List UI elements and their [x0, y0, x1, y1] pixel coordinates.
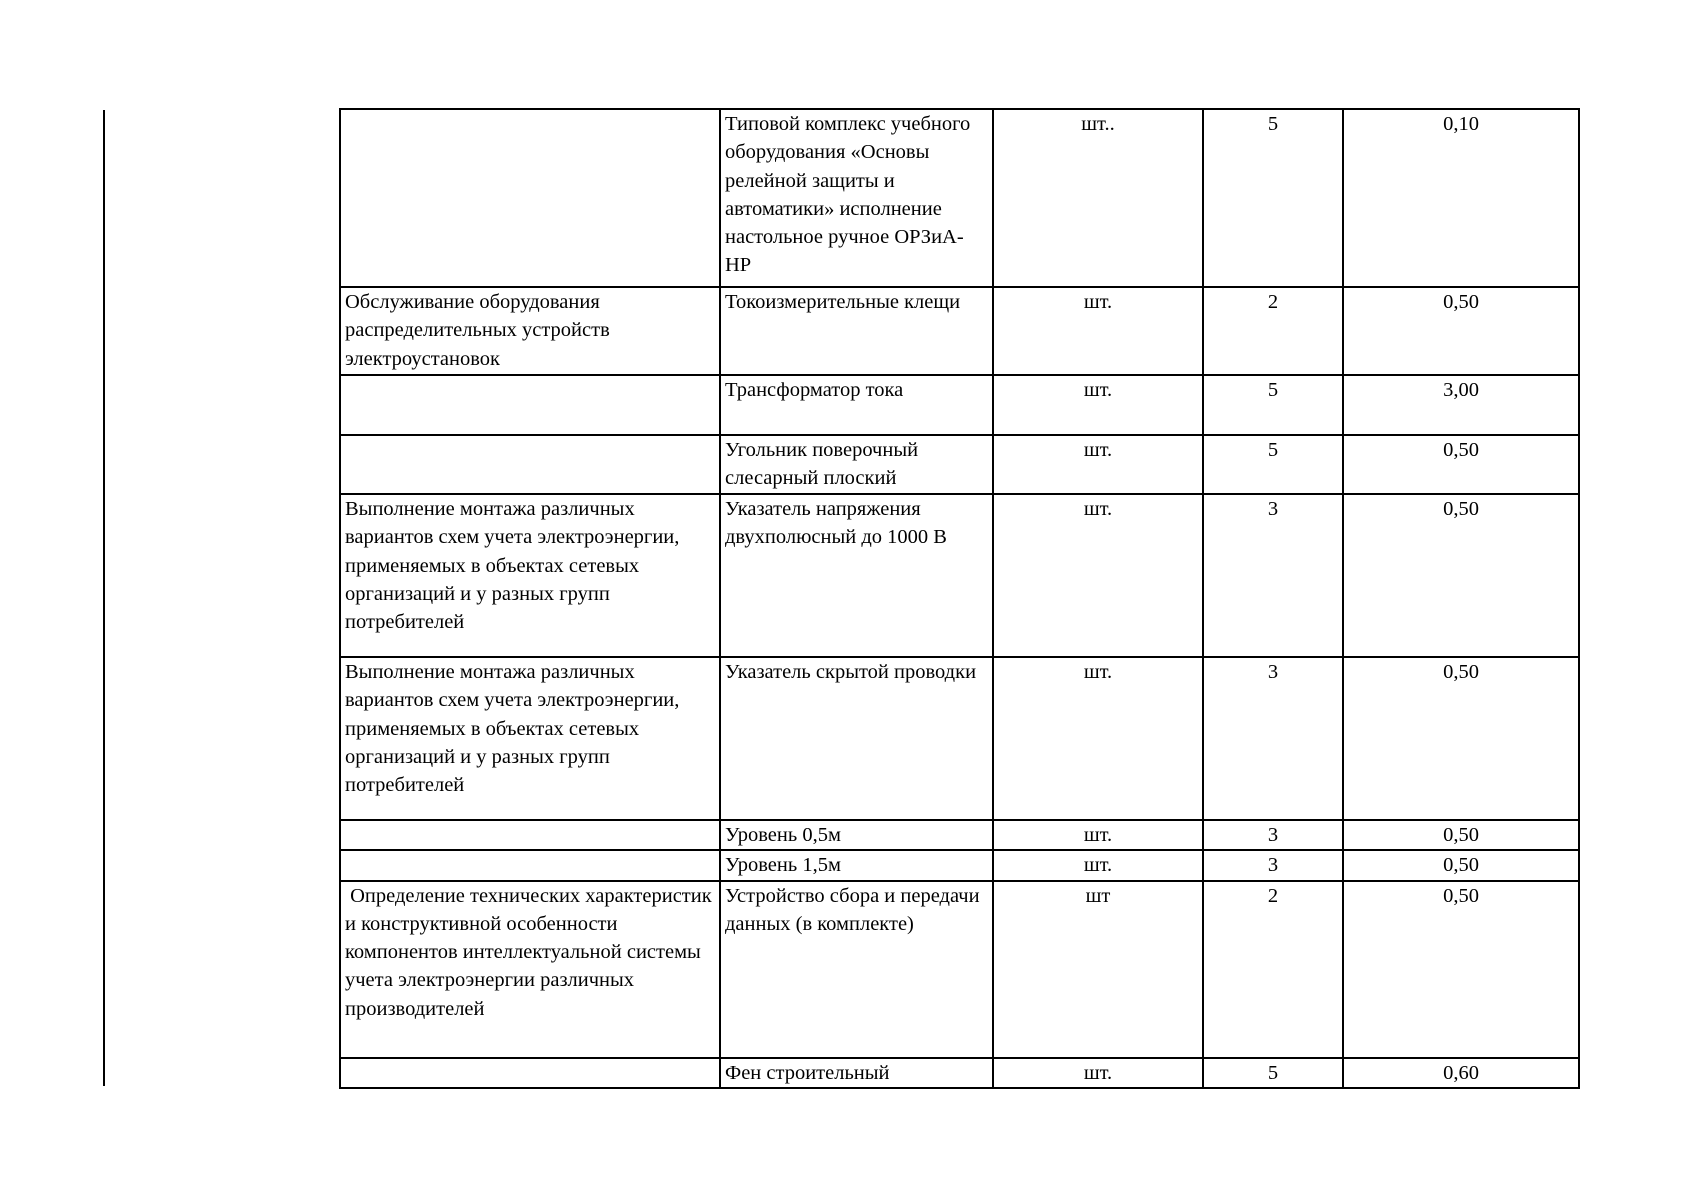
value-cell: 0,50 [1343, 435, 1579, 494]
activity-cell [340, 109, 720, 287]
unit-cell: шт. [993, 435, 1203, 494]
quantity-cell: 5 [1203, 1058, 1343, 1088]
value-cell: 3,00 [1343, 375, 1579, 435]
unit-cell: шт. [993, 375, 1203, 435]
value-cell: 0,50 [1343, 657, 1579, 820]
unit-cell: шт. [993, 1058, 1203, 1088]
item-cell: Уровень 0,5м [720, 820, 993, 850]
table-row [340, 657, 1579, 820]
activity-cell [340, 375, 720, 435]
item-cell: Фен строительный [720, 1058, 993, 1088]
unit-cell: шт. [993, 850, 1203, 880]
quantity-cell: 3 [1203, 850, 1343, 880]
equipment-table [339, 108, 1580, 1089]
quantity-cell: 5 [1203, 435, 1343, 494]
activity-cell [340, 850, 720, 880]
quantity-cell: 3 [1203, 494, 1343, 657]
item-cell: Угольник поверочный слесарный плоский [720, 435, 993, 494]
quantity-cell: 5 [1203, 375, 1343, 435]
value-cell: 0,50 [1343, 287, 1579, 375]
quantity-cell: 2 [1203, 881, 1343, 1058]
activity-cell [340, 435, 720, 494]
activity-cell [340, 1058, 720, 1088]
table-row [340, 494, 1579, 657]
item-cell: Трансформатор тока [720, 375, 993, 435]
table-row [340, 375, 1579, 435]
quantity-cell: 3 [1203, 820, 1343, 850]
item-cell: Указатель скрытой проводки [720, 657, 993, 820]
item-cell: Токоизмерительные клещи [720, 287, 993, 375]
unit-cell: шт [993, 881, 1203, 1058]
unit-cell: шт. [993, 494, 1203, 657]
item-cell: Указатель напряжения двухполюсный до 1000 В [720, 494, 993, 657]
activity-cell: Определение технических характеристик и конструктивной особенности компонентов интеллектуальной системы учета электроэнергии различных производителей [340, 881, 720, 1058]
page-margin-line [103, 110, 105, 1086]
unit-cell: шт. [993, 657, 1203, 820]
item-cell: Типовой комплекс учебного оборудования «Основы релейной защиты и автоматики» исполнение настольное ручное ОРЗиА-НР [720, 109, 993, 287]
quantity-cell: 2 [1203, 287, 1343, 375]
value-cell: 0,50 [1343, 850, 1579, 880]
unit-cell: шт.. [993, 109, 1203, 287]
table-row [340, 109, 1579, 287]
table-row [340, 820, 1579, 850]
activity-cell: Выполнение монтажа различных вариантов схем учета электроэнергии, применяемых в объектах сетевых организаций и у разных групп потребителей [340, 657, 720, 820]
quantity-cell: 5 [1203, 109, 1343, 287]
value-cell: 0,50 [1343, 494, 1579, 657]
value-cell: 0,60 [1343, 1058, 1579, 1088]
item-cell: Устройство сбора и передачи данных (в комплекте) [720, 881, 993, 1058]
quantity-cell: 3 [1203, 657, 1343, 820]
table-row [340, 850, 1579, 880]
unit-cell: шт. [993, 287, 1203, 375]
value-cell: 0,50 [1343, 881, 1579, 1058]
value-cell: 0,50 [1343, 820, 1579, 850]
table-row [340, 881, 1579, 1058]
item-cell: Уровень 1,5м [720, 850, 993, 880]
activity-cell: Выполнение монтажа различных вариантов схем учета электроэнергии, применяемых в объектах сетевых организаций и у разных групп потребителей [340, 494, 720, 657]
table-row [340, 435, 1579, 494]
table-row [340, 1058, 1579, 1088]
activity-cell: Обслуживание оборудования распределительных устройств электроустановок [340, 287, 720, 375]
table-row [340, 287, 1579, 375]
activity-cell [340, 820, 720, 850]
value-cell: 0,10 [1343, 109, 1579, 287]
unit-cell: шт. [993, 820, 1203, 850]
